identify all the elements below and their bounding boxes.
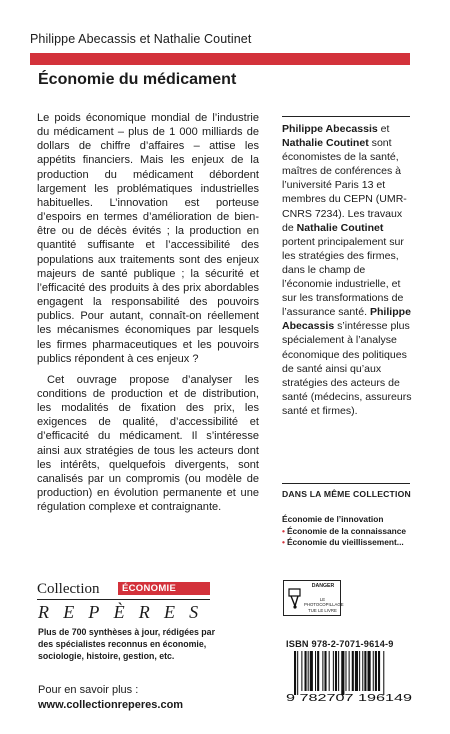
book-title: Économie du médicament [38, 71, 237, 88]
red-accent-bar [30, 53, 410, 65]
related-title: Économie du vieillissement... [286, 537, 404, 547]
back-cover-summary [37, 111, 259, 514]
bio-text: sont économistes de la santé, maîtres de conférences à l’université Paris 13 et membres du CEPN (UMR-CNRS 7234). Les travaux de [282, 137, 407, 234]
authors-line: Philippe Abecassis et Nathalie Coutinet [30, 32, 252, 46]
bullet-icon: • [282, 525, 285, 536]
sidebar-divider-top [282, 116, 410, 117]
author-name: Philippe Abecassis [282, 306, 411, 333]
photocopier-icon [287, 586, 303, 610]
barcode-bars [294, 651, 384, 695]
bio-text: portent principalement sur les stratégies des firmes, dans le champ de l’économie industrielle, et sur les transformations de l’assurance santé. [282, 235, 404, 319]
bio-text: s’intéresse plus spécialement à l’analyse économique des politiques de santé ainsi qu’aux stratégies des acteurs de santé (médecins, assureurs santé et firmes). [282, 320, 412, 417]
collection-divider [37, 599, 210, 600]
more-info-label: Pour en savoir plus : [38, 684, 139, 696]
bio-text: et [377, 123, 390, 135]
collection-website-link[interactable]: www.collectionreperes.com [38, 699, 184, 711]
sidebar-divider-mid [282, 483, 410, 484]
list-item [282, 514, 422, 526]
collection-label: Collection [37, 581, 100, 597]
list-item [282, 537, 422, 549]
same-collection-list [282, 514, 422, 549]
bullet-icon: • [282, 537, 285, 547]
author-name: Nathalie Coutinet [282, 137, 369, 150]
authors-biography [282, 122, 412, 418]
economie-badge: ÉCONOMIE [118, 582, 210, 595]
barcode-digits: 9 782707 196149 [286, 692, 413, 703]
author-name: Philippe Abecassis [282, 123, 378, 135]
isbn-number: ISBN 978-2-7071-9614-9 [286, 639, 394, 649]
summary-paragraph-1: Le poids économique mondial de l’industrie du médicament – plus de 1 000 milliards de dollars de chiffre d’affaires – attise les appétits financiers. Mais les enjeux de la production du médicament débordent largement les problématiques industrielles habituelles. L’innovation est porteuse d’espoirs en termes d’amélioration de bien-être ou de décès évités ; la production en quantité suffisante et l’accessibilité des populations aux traitements sont des enjeux majeurs de santé publique ; la sécurité et l’efficacité des produits à des prix abordables engagent la responsabilité des pouvoirs publics. Pour autant, connaît-on réellement les mécanismes économiques par lesquels les firmes pharmaceutiques et les pouvoirs publics répondent à ces enjeux ? [37, 112, 259, 365]
barcode [286, 651, 414, 703]
collection-description: Plus de 700 synthèses à jour, rédigées par des spécialistes reconnus en économie, sociologie, histoire, gestion, etc. [38, 627, 215, 661]
related-title: Économie de la connaissance [286, 525, 407, 536]
photocopy-danger-logo [283, 580, 344, 616]
same-collection-heading: DANS LA MÊME COLLECTION [282, 489, 411, 499]
list-item [282, 526, 422, 538]
collection-name: REPÈRES [38, 602, 213, 622]
danger-title: DANGER [311, 583, 335, 589]
author-name: Nathalie Coutinet [296, 221, 384, 234]
danger-subtitle: LE PHOTOCOPILLAGE TUE LE LIVRE [304, 597, 344, 613]
related-title: Économie de l’innovation [282, 514, 384, 524]
summary-paragraph-2: Cet ouvrage propose d’analyser les conditions de production et de distribution, les modalités de fixation des prix, les exigences de qualité, d’accessibilité et d’efficacité du médicament. Il s’intéresse ainsi aux stratégies de tous les acteurs dont les intérêts, quelquefois divergents, sont canalisés par un compromis (ou modèle de production) en évolution permanente et une régulation complexe et contraignante. [37, 373, 259, 514]
